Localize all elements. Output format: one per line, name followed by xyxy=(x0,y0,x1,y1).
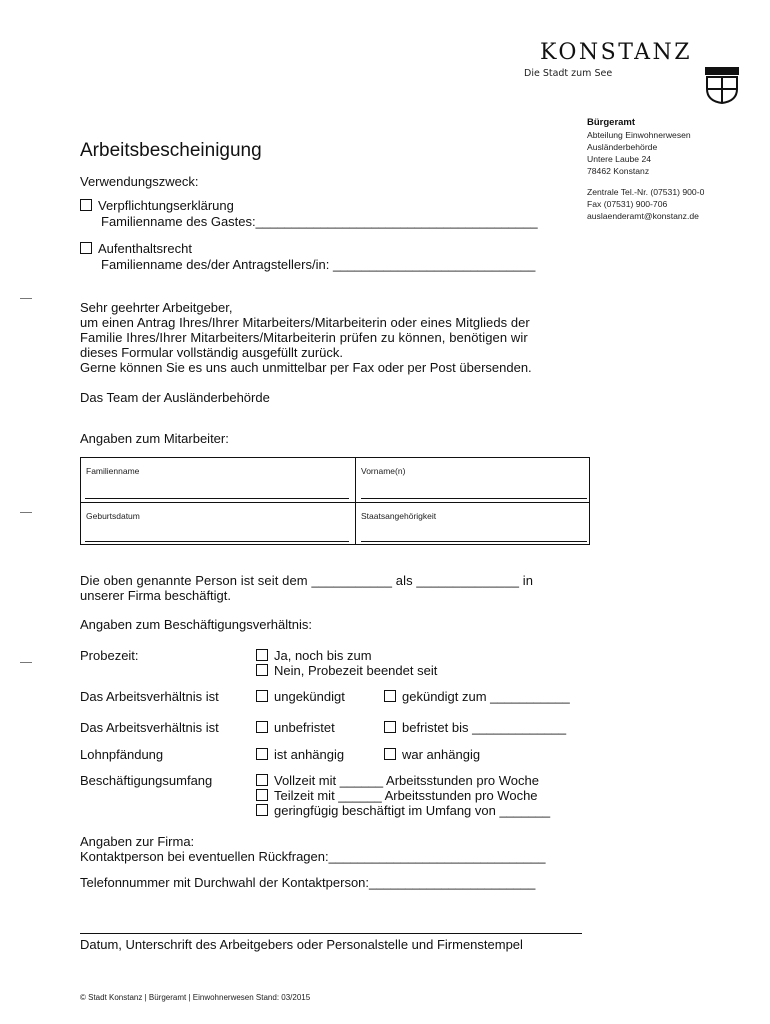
option-label: war anhängig xyxy=(402,747,481,762)
table-divider xyxy=(355,458,356,544)
fold-mark xyxy=(20,298,32,299)
option-label: Teilzeit mit ______ Arbeitsstunden pro Woche xyxy=(274,788,538,803)
letter-salutation: Sehr geehrter Arbeitgeber, xyxy=(80,300,233,315)
address-line: Abteilung Einwohnerwesen xyxy=(587,130,691,140)
company-heading: Angaben zur Firma: xyxy=(80,834,195,849)
garnishment-label: Lohnpfändung xyxy=(80,747,164,762)
contact-person-field[interactable]: Kontaktperson bei eventuellen Rückfragen:______________________________ xyxy=(80,849,546,864)
birthdate-label: Geburtsdatum xyxy=(86,511,140,521)
guest-surname-field[interactable]: Familienname des Gastes:_______________________________________ xyxy=(101,214,538,229)
birthdate-field[interactable] xyxy=(85,541,349,542)
probation-label: Probezeit: xyxy=(80,648,139,663)
option-label: Aufenthaltsrecht xyxy=(98,241,192,256)
notice-option-terminated[interactable] xyxy=(384,689,570,704)
surname-field[interactable] xyxy=(85,498,349,499)
scope-option-parttime[interactable] xyxy=(256,788,538,803)
notice-option-not-terminated[interactable] xyxy=(256,689,345,704)
option-label: Vollzeit mit ______ Arbeitsstunden pro Woche xyxy=(274,773,539,788)
footer-text: © Stadt Konstanz | Bürgeramt | Einwohnerwesen Stand: 03/2015 xyxy=(80,993,311,1002)
scope-option-minijob[interactable] xyxy=(256,803,550,818)
applicant-surname-field[interactable]: Familienname des/der Antragstellers/in: ____________________________ xyxy=(101,257,536,272)
address-line: Untere Laube 24 xyxy=(587,154,652,164)
option-label: befristet bis _____________ xyxy=(402,720,567,735)
probation-option-yes[interactable] xyxy=(256,648,372,663)
scope-option-fulltime[interactable] xyxy=(256,773,539,788)
not-terminated-checkbox[interactable] xyxy=(256,690,268,702)
term-option-fixed[interactable] xyxy=(384,720,566,735)
coat-of-arms-icon xyxy=(703,65,741,105)
contact-phone-field[interactable]: Telefonnummer mit Durchwahl der Kontaktperson:_______________________ xyxy=(80,875,536,890)
minijob-checkbox[interactable] xyxy=(256,804,268,816)
fold-mark xyxy=(20,662,32,663)
employment-since-line[interactable]: Die oben genannte Person ist seit dem ___________ als ______________ in xyxy=(80,573,534,588)
option-label: ist anhängig xyxy=(274,747,345,762)
option-label: unbefristet xyxy=(274,720,335,735)
scope-label: Beschäftigungsumfang xyxy=(80,773,213,788)
page-title: Arbeitsbescheinigung xyxy=(80,140,262,161)
term-option-permanent[interactable] xyxy=(256,720,335,735)
letter-closing: Das Team der Ausländerbehörde xyxy=(80,390,270,405)
letter-line: Familie Ihres/Ihrer Mitarbeiters/Mitarbeiterin prüfen zu können, benötigen wir xyxy=(80,330,528,345)
probation-option-no[interactable] xyxy=(256,663,437,678)
residence-checkbox[interactable] xyxy=(80,242,92,254)
employee-heading: Angaben zum Mitarbeiter: xyxy=(80,431,229,446)
purpose-option-residence[interactable] xyxy=(80,241,192,256)
email-address[interactable]: auslaenderamt@konstanz.de xyxy=(587,211,699,221)
option-label: Verpflichtungserklärung xyxy=(98,198,234,213)
firstname-label: Vorname(n) xyxy=(361,466,406,476)
terminated-checkbox[interactable] xyxy=(384,690,396,702)
letter-line: Gerne können Sie es uns auch unmittelbar per Fax oder per Post übersenden. xyxy=(80,360,532,375)
permanent-checkbox[interactable] xyxy=(256,721,268,733)
relationship-heading: Angaben zum Beschäftigungsverhältnis: xyxy=(80,617,312,632)
address-line: 78462 Konstanz xyxy=(587,166,650,176)
department-name: Bürgeramt xyxy=(587,117,636,128)
probation-no-checkbox[interactable] xyxy=(256,664,268,676)
table-divider xyxy=(81,502,589,503)
guarantee-checkbox[interactable] xyxy=(80,199,92,211)
phone-number: Zentrale Tel.-Nr. (07531) 900-0 xyxy=(587,187,705,197)
surname-label: Familienname xyxy=(86,466,140,476)
employment-since-line: unserer Firma beschäftigt. xyxy=(80,588,232,603)
signature-label: Datum, Unterschrift des Arbeitgebers oder Personalstelle und Firmenstempel xyxy=(80,937,523,952)
firstname-field[interactable] xyxy=(361,498,587,499)
address-block xyxy=(587,116,704,222)
fixed-term-checkbox[interactable] xyxy=(384,721,396,733)
purpose-label: Verwendungszweck: xyxy=(80,174,199,189)
fax-number: Fax (07531) 900-706 xyxy=(587,199,668,209)
option-label: Ja, noch bis zum xyxy=(274,648,372,663)
option-label: Nein, Probezeit beendet seit xyxy=(274,663,438,678)
option-label: geringfügig beschäftigt im Umfang von _______ xyxy=(274,803,551,818)
garnishment-option-pending[interactable] xyxy=(256,747,344,762)
garnishment-past-checkbox[interactable] xyxy=(384,748,396,760)
signature-line[interactable] xyxy=(80,933,582,934)
address-line: Ausländerbehörde xyxy=(587,142,658,152)
employee-table xyxy=(80,457,590,545)
fold-mark xyxy=(20,512,32,513)
nationality-field[interactable] xyxy=(361,541,587,542)
term-label: Das Arbeitsverhältnis ist xyxy=(80,720,219,735)
option-label: ungekündigt xyxy=(274,689,345,704)
fulltime-checkbox[interactable] xyxy=(256,774,268,786)
notice-label: Das Arbeitsverhältnis ist xyxy=(80,689,219,704)
garnishment-pending-checkbox[interactable] xyxy=(256,748,268,760)
parttime-checkbox[interactable] xyxy=(256,789,268,801)
nationality-label: Staatsangehörigkeit xyxy=(361,511,437,521)
option-label: gekündigt zum ___________ xyxy=(402,689,570,704)
letter-line: dieses Formular vollständig ausgefüllt zurück. xyxy=(80,345,344,360)
purpose-option-guarantee[interactable] xyxy=(80,198,234,213)
probation-yes-checkbox[interactable] xyxy=(256,649,268,661)
logo-tagline: Die Stadt zum See xyxy=(524,68,613,79)
garnishment-option-past[interactable] xyxy=(384,747,480,762)
letter-line: um einen Antrag Ihres/Ihrer Mitarbeiters/Mitarbeiterin oder eines Mitglieds der xyxy=(80,315,530,330)
logo-wordmark: KONSTANZ xyxy=(540,40,693,65)
